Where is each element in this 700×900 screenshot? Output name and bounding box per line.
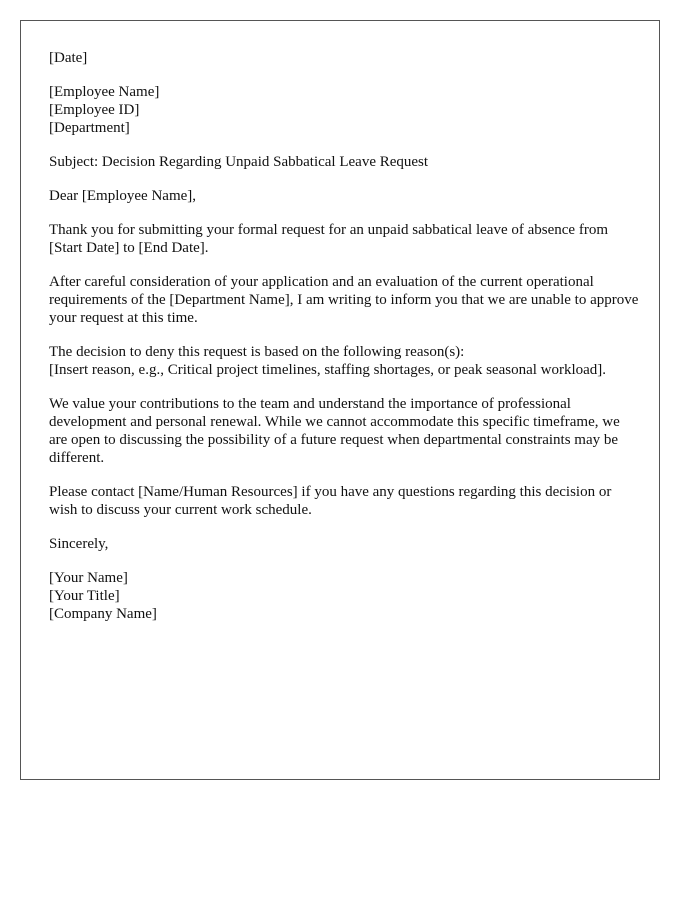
signature-name: [Your Name] [49,570,128,586]
letter-paragraph-decision: After careful consideration of your application and an evaluation of the current operational requirements of the [Department Name], I am writing to inform you that we are unable to approve your request at this time. [49,274,639,326]
letter-signoff: Sincerely, [49,536,109,552]
letter-body [49,49,639,639]
reason-intro: The decision to deny this request is based on the following reason(s): [49,344,465,360]
letter-paragraph-request: Thank you for submitting your formal request for an unpaid sabbatical leave of absence from [Start Date] to [End Date]. [49,222,608,256]
letter-subject: Subject: Decision Regarding Unpaid Sabbatical Leave Request [49,154,429,170]
letter-date: [Date] [49,50,88,66]
signature-company: [Company Name] [49,606,157,622]
recipient-block [49,83,639,137]
letter-page [20,20,660,780]
signature-block [49,569,639,623]
reason-text: [Insert reason, e.g., Critical project timelines, staffing shortages, or peak seasonal workload]. [49,362,607,378]
letter-salutation: Dear [Employee Name], [49,188,197,204]
recipient-id: [Employee ID] [49,102,140,118]
letter-paragraph-value: We value your contributions to the team and understand the importance of professional development and personal renewal. While we cannot accommodate this specific timeframe, we are open to discussing the possibility of a future request when departmental constraints may be different. [49,396,620,466]
recipient-department: [Department] [49,120,130,136]
reason-block [49,343,639,379]
recipient-name: [Employee Name] [49,84,160,100]
signature-title: [Your Title] [49,588,120,604]
letter-paragraph-contact: Please contact [Name/Human Resources] if you have any questions regarding this decision or wish to discuss your current work schedule. [49,484,612,518]
